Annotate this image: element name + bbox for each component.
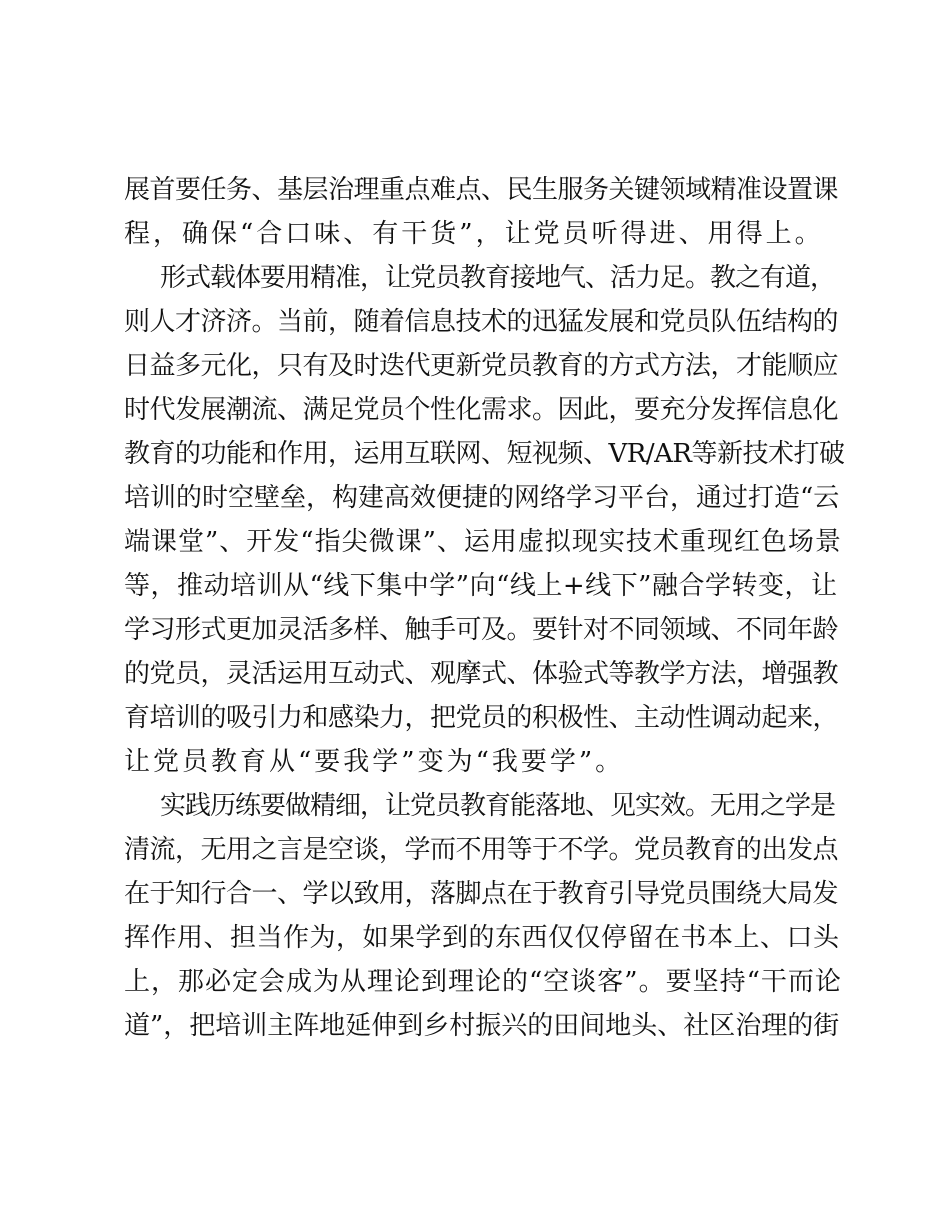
paragraph-2-line-6: 培训的时空壁垒，构建高效便捷的网络学习平台，通过打造“云	[124, 483, 840, 513]
paragraph-1-line-1: 展首要任务、基层治理重点难点、民生服务关键领域精准设置课	[124, 175, 839, 205]
paragraph-3-line-6: 道”，把培训主阵地延伸到乡村振兴的田间地头、社区治理的街	[124, 1011, 840, 1041]
paragraph-2-line-11: 育培训的吸引力和感染力，把党员的积极性、主动性调动起来，	[124, 703, 839, 733]
paragraph-2-line-8: 等，推动培训从“线下集中学”向“线上+线下”融合学转变，让	[124, 571, 838, 601]
paragraph-2-line-5: 教育的功能和作用，运用互联网、短视频、VR/AR等新技术打破	[124, 439, 844, 469]
paragraph-1-line-2: 程，确保“合口味、有干货”，让党员听得进、用得上。	[124, 219, 824, 249]
paragraph-3-line-5: 上，那必定会成为从理论到理论的“空谈客”。要坚持“干而论	[124, 967, 842, 997]
paragraph-3-line-4: 挥作用、担当作为，如果学到的东西仅仅停留在书本上、口头	[124, 923, 840, 953]
paragraph-2-line-12: 让党员教育从“要我学”变为“我要学”。	[124, 747, 625, 777]
paragraph-2-line-3: 日益多元化，只有及时迭代更新党员教育的方式方法，才能顺应	[124, 351, 839, 381]
paragraph-2-line-10: 的党员，灵活运用互动式、观摩式、体验式等教学方法，增强教	[124, 659, 839, 689]
paragraph-2-line-2: 则人才济济。当前，随着信息技术的迅猛发展和党员队伍结构的	[124, 307, 839, 337]
paragraph-3-line-3: 在于知行合一、学以致用，落脚点在于教育引导党员围绕大局发	[124, 879, 839, 909]
paragraph-2-line-4: 时代发展潮流、满足党员个性化需求。因此，要充分发挥信息化	[124, 395, 839, 425]
paragraph-3-line-1: 实践历练要做精细，让党员教育能落地、见实效。无用之学是	[160, 791, 836, 821]
paragraph-2-line-9: 学习形式更加灵活多样、触手可及。要针对不同领域、不同年龄	[124, 615, 839, 645]
paragraph-2-line-1: 形式载体要用精准，让党员教育接地气、活力足。教之有道，	[160, 263, 836, 293]
paragraph-2-line-7: 端课堂”、开发“指尖微课”、运用虚拟现实技术重现红色场景	[124, 527, 842, 557]
paragraph-3-line-2: 清流，无用之言是空谈，学而不用等于不学。党员教育的出发点	[124, 835, 839, 865]
